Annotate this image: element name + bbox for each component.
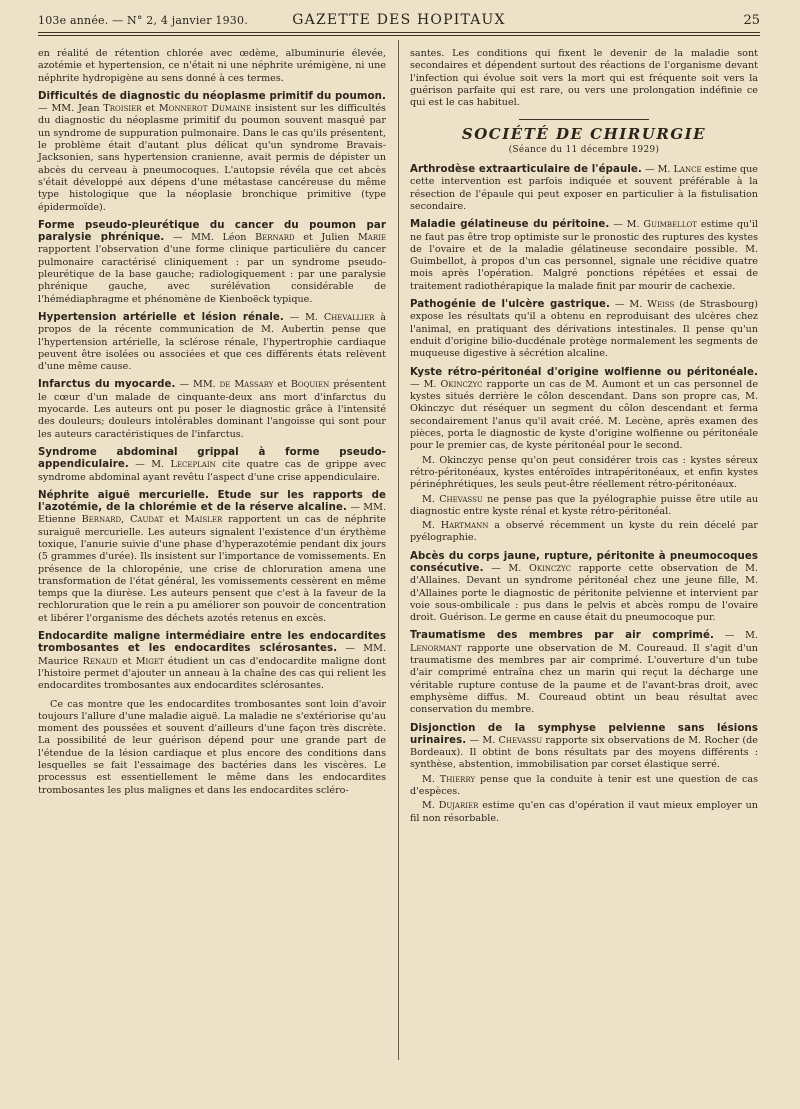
journal-title: GAZETTE DES HOPITAUX <box>292 12 506 28</box>
article-text: insistent sur les difficultés du diagnostic du néoplasme primitif du poumon souvent masqué par un syndrome de suppuration pulmonaire. Dans le cas qu'ils présentent, le problème était d'autant plus délicat qu'un syndrome Bravais-Jacksonien, sans hypertension cranienne, avait permis de dépister un abcès du cerveau à pneumocoques. L'autopsie révéla que cet abcès s'était développé aux dépens d'une métastase cancéreuse du même type histologique que la néoplasie bronchique primitive (type épidermoïde). <box>38 103 386 213</box>
article-text: rapporte un cas de M. Aumont et un cas personnel de kystes situés derrière le côlon descendant. Dans son propre cas, M. Okinczyc dut réséquer un segment du côlon descendant et ferma secondairement l'anus qu'il avait créé. M. Lecène, après examen des pièces, porta le diagnostic de kyste d'origine wolfienne ou péritonéale pour le premier cas, de kyste péritonéal pour le second. <box>410 378 758 452</box>
article-title: Pathogénie de l'ulcère gastrique. <box>410 299 610 311</box>
article-text: — MM. Etienne <box>38 502 387 526</box>
author-name: Chevallier <box>323 311 375 323</box>
author-name: Caudat <box>130 514 164 526</box>
author-name: Renaud <box>82 655 118 667</box>
article-text: et <box>163 514 185 526</box>
article-text: — M. <box>713 630 758 642</box>
article-text: — M. <box>609 219 644 231</box>
article-title: Arthrodèse extraarticulaire de l'épaule. <box>410 164 642 176</box>
article-title: Disjonction de la symphyse pelvienne sans lésions urinaires. <box>410 722 758 746</box>
article <box>410 299 758 360</box>
article-text: , <box>121 514 131 526</box>
article-title: Kyste rétro-péritonéal d'origine wolfienne ou péritonéale. <box>410 366 758 378</box>
page-header <box>38 10 760 32</box>
right-column <box>410 48 758 831</box>
article-text: rapportent un cas de néphrite suraiguë mercurielle. Les auteurs signalent l'existence d'un érythème toxique, l'anurie suivie d'une phase d'hyperazotémie pendant dix jours (5 grammes d'urée). Ils insistent sur l'importance de vomissements. En présence de la chloropénie, une crise de chloruration amena une transformation de l'état général, les vomissements cessèrent en même temps que la diurèse. Les auteurs pensent que c'est à la faveur de la rechloruration que le rein a pu améliorer son pouvoir de concentration et libérer l'organisme des déchets azotés retenus en excès. <box>38 514 386 624</box>
article-text: rapportent l'observation d'une forme clinique particulière du cancer pulmonaire caractérisé cliniquement : par un syndrome pseudo-pleurétique de la base gauche; radiologiquement : par une paralysie phrénique gauche, avec surélévation considérable de l'hémédiaphragme et phénomène de Kienboëck typique. <box>38 244 386 305</box>
author-name: Lenormant <box>410 642 462 654</box>
article <box>38 490 386 625</box>
author-name: Guimbellot <box>643 219 697 231</box>
article-title: Syndrome abdominal grippal à forme pseudo-appendiculaire. <box>38 446 386 471</box>
article-text: (de Strasbourg) expose les résultats qu'il a obtenu en reproduisant des ulcères chez l'animal, en pratiquant des dérivations intestinales. Il pense qu'un enduit d'origine bilio-ducdénale protège normalement les segments de muqueuse digestive à sécrétion alcaline. <box>410 299 758 360</box>
article-text: — M. <box>609 299 648 311</box>
article-text: — M. <box>410 378 441 390</box>
article-text: M. <box>422 773 440 785</box>
article <box>38 631 386 692</box>
article-text: cite quatre cas de grippe avec syndrome abdominal ayant revêtu l'aspect d'une crise appendiculaire. <box>38 459 386 483</box>
article <box>410 367 758 453</box>
article-text: rapporte six observations de M. Rocher (de Bordeaux). Il obtint de bons résultats par des moyens différents : synthèse, abstention, immobilisation par corset élastique serré. <box>410 734 758 771</box>
author-name: Miget <box>135 655 164 667</box>
article-text: étudient un cas d'endocardite maligne dont l'histoire permet d'ajouter un anneau à la chaîne des cas qui relient les endocardites trombosantes aux endocardites sclérosantes. <box>38 655 386 692</box>
article <box>410 551 758 625</box>
article-text: à propos de la récente communication de M. Aubertin pense que l'hypertension artérielle, la sclérose rénale, l'hypertrophie cardiaque peuvent être isolées ou associées et que ces différents états relèvent d'une même cause. <box>38 311 386 373</box>
article-title: Infarctus du myocarde. <box>38 379 176 391</box>
article-text: ne pense pas que la pyélographie puisse être utile au diagnostic entre kyste rénal et kyste rétro-péritonéal. <box>410 493 758 517</box>
article-text: — MM. Jean <box>38 103 104 115</box>
continued-paragraph: santes. Les conditions qui fixent le devenir de la maladie sont secondaires et dépendent surtout des réactions de l'organisme devant l'infection qui évolue soit vers la mort qui est fréquente soit vers la guérison parfaite qui est rare, ou vers une prolongation indéfinie ce qui est le cas habituel. <box>410 48 758 109</box>
article-text: rapporte une observation de M. Coureaud. Il s'agit d'un traumatisme des membres par air comprimé. L'ouverture d'un tube d'air comprimé entraîna chez un marin qui reçut la décharge une véritable rupture contuse de la paume et de l'avant-bras droit, avec emphysème diffus. M. Coureaud obtint un beau résultat avec conservation du membre. <box>410 642 758 716</box>
article-text: M. <box>422 520 441 532</box>
continued-paragraph: en réalité de rétention chlorée avec œdème, albuminurie élevée, azotémie et hypertension, ce n'était ni une néphrite urémigène, ni une néphrite hydropigène au sens donné à ces termes. <box>38 48 386 84</box>
header-rule-thin <box>38 35 760 36</box>
article-text: et <box>117 655 136 667</box>
article-text: — MM. Léon <box>164 232 256 244</box>
article-text: a observé récemment un kyste du rein décelé par pyélographie. <box>410 520 758 544</box>
article-text: et Julien <box>294 232 358 244</box>
article-text: M. <box>422 800 439 812</box>
article-text: — M. <box>283 311 324 323</box>
article-text: estime qu'il ne faut pas être trop optimiste sur le pronostic des ruptures des kystes de l'ovaire et de la maladie gélatineuse secondaire possible. M. Guimbellot, à propos d'un cas personnel, signale une récidive quatre mois après l'opération. Malgré ponctions répétées et essai de traitement radiothérapique la malade finit par mourir de cachexie. <box>410 219 758 292</box>
article-text: — M. <box>128 459 171 471</box>
page-number: 25 <box>743 13 760 28</box>
section-session-date: (Séance du 11 décembre 1929) <box>508 144 660 155</box>
author-name: Troisier <box>103 103 142 115</box>
column-divider <box>398 40 399 1060</box>
article <box>410 630 758 716</box>
article-text: rapporte cette observation de M. d'Allaines. Devant un syndrome péritonéal chez une jeune fille, M. d'Allaines porte le diagnostic de péritonite pelvienne et intervient par voie sous-ombilicale : pus dans le pelvis et abcès rompu de l'ovaire droit. Guérison. Le germe en cause était du pneumocoque pur. <box>410 562 759 624</box>
article-title: Abcès du corps jaune, rupture, péritonite à pneumocoques consécutive. <box>410 550 758 574</box>
issue-info: 103e année. — N° 2, 4 janvier 1930. <box>38 14 248 27</box>
article-paragraph <box>410 800 758 825</box>
article <box>38 312 386 373</box>
article-title: Néphrite aiguë mercurielle. Etude sur les rapports de l'azotémie, de la chlorémie et de la réserve alcaline. <box>38 489 386 514</box>
article-text: — MM. <box>175 379 220 391</box>
author-name: Thierry <box>439 773 476 785</box>
author-name: Monnerot Dumaine <box>158 103 252 115</box>
author-name: Leceplain <box>170 459 216 471</box>
article <box>38 220 386 306</box>
author-name: Okinczyc <box>440 378 483 390</box>
article-paragraph <box>410 774 758 799</box>
article-paragraph: M. Okinczyc pense qu'on peut considérer trois cas : kystes séreux rétro-péritonéaux, kystes entéroïdes intrapéritonéaux, et enfin kystes périnéphrétiques, les seuls peut-être réellement rétro-péritonéaux. <box>410 454 758 491</box>
author-name: Maisler <box>184 514 223 526</box>
section-rule <box>519 119 649 120</box>
author-name: Hartmann <box>440 520 489 532</box>
article-title: Forme pseudo-pleurétique du cancer du poumon par paralysie phrénique. <box>38 219 386 244</box>
author-name: Bernard <box>81 514 122 526</box>
article-text: — M. <box>483 562 529 574</box>
author-name: Chevassu <box>498 734 543 746</box>
article-text: présentent le cœur d'un malade de cinquante-deux ans mort d'infarctus du myocarde. Les auteurs ont pu poser le diagnostic grâce à l'intensité des douleurs; douleurs intolérables dominant l'angoisse qui sont pour les auteurs caractéristiques de l'infarctus. <box>38 379 386 440</box>
article-text: — M. <box>641 164 674 176</box>
article <box>38 379 386 440</box>
article-title: Difficultés de diagnostic du néoplasme primitif du poumon. <box>38 90 386 102</box>
author-name: Dujarier <box>438 800 479 812</box>
author-name: Chevassu <box>439 493 483 505</box>
author-name: Bernard <box>255 232 295 244</box>
header-rule <box>38 32 760 33</box>
article-paragraph <box>410 520 758 545</box>
article-text: estime qu'en cas d'opération il vaut mieux employer un fil non résorbable. <box>410 800 758 824</box>
article-title: Hypertension artérielle et lésion rénale. <box>38 311 284 323</box>
article <box>38 91 386 214</box>
article-text: M. <box>422 493 440 505</box>
article-text: pense que la conduite à tenir est une question de cas d'espèces. <box>410 773 758 798</box>
article-paragraph: Ce cas montre que les endocardites trombosantes sont loin d'avoir toujours l'allure d'une maladie aiguë. La maladie ne s'extériorise qu'au moment des poussées et souvent d'ailleurs d'une façon très discrète. La possibilité de leur guérison dépend pour une grande part de l'étendue de la lésion cardiaque et plus encore des conditions dans lesquelles se fait l'essaimage des bactéries dans les viscères. Le processus est essentiellement le même dans les endocardites trombosantes les plus malignes et dans les endocardites scléro- <box>38 698 386 796</box>
article-text: et <box>141 103 159 115</box>
article <box>410 164 758 213</box>
author-name: de Massary <box>219 379 274 391</box>
author-name: Boquien <box>290 379 330 391</box>
author-name: Lance <box>673 164 702 176</box>
left-column <box>38 48 386 803</box>
author-name: Weiss <box>647 299 675 311</box>
article-title: Maladie gélatineuse du péritoine. <box>410 219 610 231</box>
author-name: Marie <box>357 232 386 244</box>
article <box>38 447 386 484</box>
article-text: et <box>273 379 291 391</box>
article-text: — MM. Maurice <box>38 643 386 667</box>
author-name: Okinczyc <box>528 562 572 574</box>
article-paragraph <box>410 494 758 519</box>
article <box>410 723 758 772</box>
section-title: SOCIÉTÉ DE CHIRURGIE <box>461 125 707 144</box>
article-text: — M. <box>466 734 499 746</box>
article-title: Traumatisme des membres par air comprimé. <box>410 630 714 642</box>
article-title: Endocardite maligne intermédiaire entre les endocardites trombosantes et les endocardites sclérosantes. <box>38 631 386 655</box>
article <box>410 219 758 293</box>
article-text: estime que cette intervention est parfois indiquée et souvent préférable à la résection de l'épaule qui peut exposer en particulier à la fistulisation secondaire. <box>410 164 758 212</box>
